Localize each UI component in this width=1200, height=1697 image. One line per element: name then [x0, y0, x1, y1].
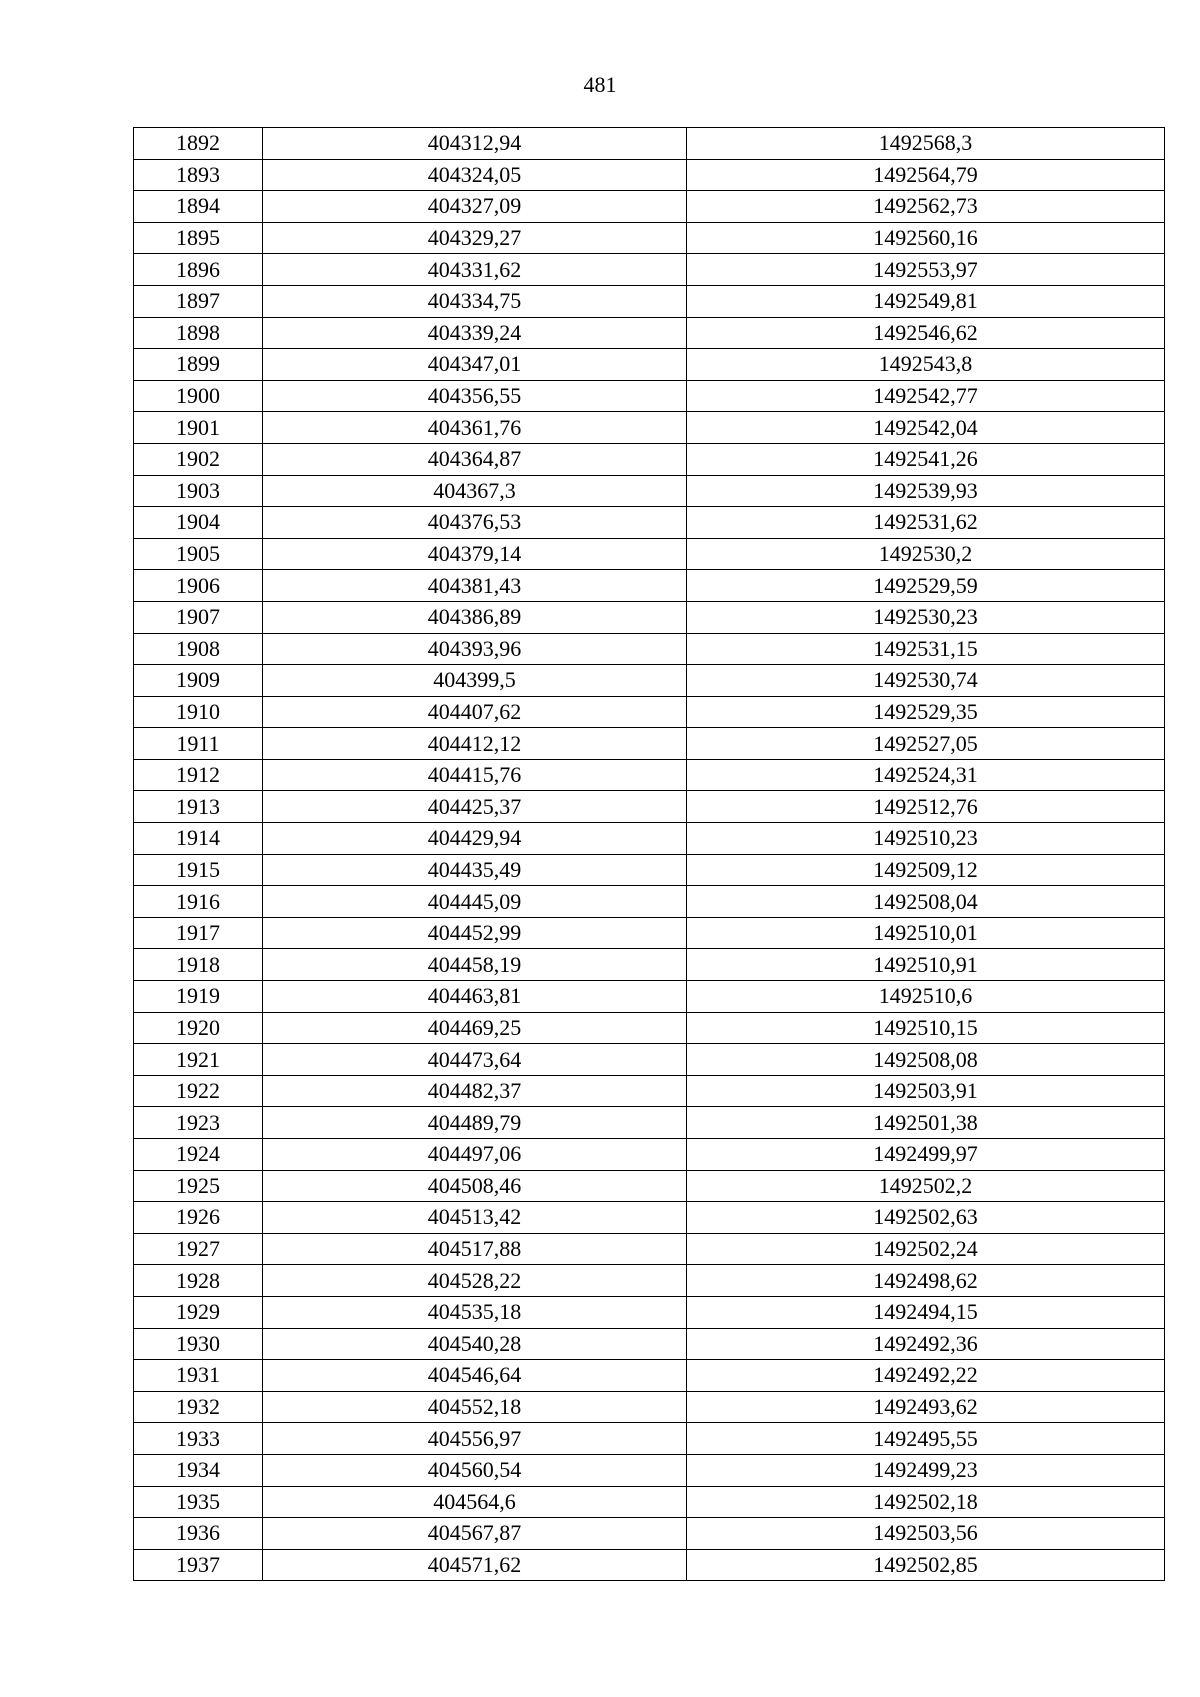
x-coordinate-cell: 404329,27: [263, 222, 687, 254]
point-number-cell: 1931: [134, 1360, 263, 1392]
y-coordinate-cell: 1492493,62: [687, 1391, 1165, 1423]
point-number-cell: 1902: [134, 443, 263, 475]
table-row: [134, 1328, 1165, 1360]
x-coordinate-cell: 404347,01: [263, 349, 687, 381]
y-coordinate-cell: 1492564,79: [687, 159, 1165, 191]
point-number-cell: 1937: [134, 1549, 263, 1581]
table-row: [134, 886, 1165, 918]
table-row: [134, 791, 1165, 823]
table-row: [134, 1139, 1165, 1171]
y-coordinate-cell: 1492499,23: [687, 1454, 1165, 1486]
table-row: [134, 380, 1165, 412]
table-row: [134, 128, 1165, 160]
x-coordinate-cell: 404463,81: [263, 981, 687, 1013]
y-coordinate-cell: 1492503,91: [687, 1075, 1165, 1107]
x-coordinate-cell: 404407,62: [263, 696, 687, 728]
y-coordinate-cell: 1492543,8: [687, 349, 1165, 381]
y-coordinate-cell: 1492527,05: [687, 728, 1165, 760]
table-row: [134, 285, 1165, 317]
table-row: [134, 412, 1165, 444]
y-coordinate-cell: 1492529,59: [687, 570, 1165, 602]
table-row: [134, 349, 1165, 381]
x-coordinate-cell: 404415,76: [263, 759, 687, 791]
y-coordinate-cell: 1492502,63: [687, 1202, 1165, 1234]
table-row: [134, 981, 1165, 1013]
y-coordinate-cell: 1492509,12: [687, 854, 1165, 886]
point-number-cell: 1898: [134, 317, 263, 349]
point-number-cell: 1900: [134, 380, 263, 412]
x-coordinate-cell: 404393,96: [263, 633, 687, 665]
x-coordinate-cell: 404469,25: [263, 1012, 687, 1044]
point-number-cell: 1899: [134, 349, 263, 381]
y-coordinate-cell: 1492510,15: [687, 1012, 1165, 1044]
table-row: [134, 191, 1165, 223]
table-row: [134, 1296, 1165, 1328]
x-coordinate-cell: 404399,5: [263, 665, 687, 697]
point-number-cell: 1909: [134, 665, 263, 697]
point-number-cell: 1912: [134, 759, 263, 791]
point-number-cell: 1913: [134, 791, 263, 823]
point-number-cell: 1936: [134, 1518, 263, 1550]
point-number-cell: 1893: [134, 159, 263, 191]
x-coordinate-cell: 404361,76: [263, 412, 687, 444]
x-coordinate-cell: 404556,97: [263, 1423, 687, 1455]
point-number-cell: 1929: [134, 1296, 263, 1328]
x-coordinate-cell: 404497,06: [263, 1139, 687, 1171]
table-row: [134, 1202, 1165, 1234]
x-coordinate-cell: 404560,54: [263, 1454, 687, 1486]
point-number-cell: 1903: [134, 475, 263, 507]
table-row: [134, 1107, 1165, 1139]
table-row: [134, 1012, 1165, 1044]
y-coordinate-cell: 1492502,24: [687, 1233, 1165, 1265]
table-row: [134, 728, 1165, 760]
y-coordinate-cell: 1492530,74: [687, 665, 1165, 697]
x-coordinate-cell: 404331,62: [263, 254, 687, 286]
x-coordinate-cell: 404535,18: [263, 1296, 687, 1328]
point-number-cell: 1895: [134, 222, 263, 254]
table-row: [134, 1360, 1165, 1392]
y-coordinate-cell: 1492562,73: [687, 191, 1165, 223]
point-number-cell: 1934: [134, 1454, 263, 1486]
table-row: [134, 1423, 1165, 1455]
x-coordinate-cell: 404489,79: [263, 1107, 687, 1139]
x-coordinate-cell: 404386,89: [263, 601, 687, 633]
x-coordinate-cell: 404452,99: [263, 917, 687, 949]
y-coordinate-cell: 1492492,36: [687, 1328, 1165, 1360]
table-row: [134, 1486, 1165, 1518]
table-row: [134, 222, 1165, 254]
table-row: [134, 159, 1165, 191]
point-number-cell: 1908: [134, 633, 263, 665]
y-coordinate-cell: 1492495,55: [687, 1423, 1165, 1455]
y-coordinate-cell: 1492549,81: [687, 285, 1165, 317]
x-coordinate-cell: 404327,09: [263, 191, 687, 223]
x-coordinate-cell: 404429,94: [263, 823, 687, 855]
y-coordinate-cell: 1492508,08: [687, 1044, 1165, 1076]
x-coordinate-cell: 404376,53: [263, 507, 687, 539]
y-coordinate-cell: 1492542,77: [687, 380, 1165, 412]
point-number-cell: 1935: [134, 1486, 263, 1518]
table-row: [134, 1170, 1165, 1202]
x-coordinate-cell: 404425,37: [263, 791, 687, 823]
y-coordinate-cell: 1492560,16: [687, 222, 1165, 254]
y-coordinate-cell: 1492499,97: [687, 1139, 1165, 1171]
point-number-cell: 1922: [134, 1075, 263, 1107]
x-coordinate-cell: 404482,37: [263, 1075, 687, 1107]
table-row: [134, 1518, 1165, 1550]
x-coordinate-cell: 404571,62: [263, 1549, 687, 1581]
y-coordinate-cell: 1492498,62: [687, 1265, 1165, 1297]
table-row: [134, 507, 1165, 539]
y-coordinate-cell: 1492502,18: [687, 1486, 1165, 1518]
point-number-cell: 1904: [134, 507, 263, 539]
point-number-cell: 1920: [134, 1012, 263, 1044]
x-coordinate-cell: 404364,87: [263, 443, 687, 475]
x-coordinate-cell: 404445,09: [263, 886, 687, 918]
point-number-cell: 1918: [134, 949, 263, 981]
point-number-cell: 1897: [134, 285, 263, 317]
point-number-cell: 1924: [134, 1139, 263, 1171]
point-number-cell: 1932: [134, 1391, 263, 1423]
x-coordinate-cell: 404567,87: [263, 1518, 687, 1550]
y-coordinate-cell: 1492510,6: [687, 981, 1165, 1013]
table-row: [134, 475, 1165, 507]
y-coordinate-cell: 1492529,35: [687, 696, 1165, 728]
x-coordinate-cell: 404513,42: [263, 1202, 687, 1234]
x-coordinate-cell: 404381,43: [263, 570, 687, 602]
y-coordinate-cell: 1492502,85: [687, 1549, 1165, 1581]
table-row: [134, 601, 1165, 633]
point-number-cell: 1901: [134, 412, 263, 444]
x-coordinate-cell: 404564,6: [263, 1486, 687, 1518]
point-number-cell: 1927: [134, 1233, 263, 1265]
y-coordinate-cell: 1492568,3: [687, 128, 1165, 160]
point-number-cell: 1930: [134, 1328, 263, 1360]
x-coordinate-cell: 404324,05: [263, 159, 687, 191]
x-coordinate-cell: 404312,94: [263, 128, 687, 160]
x-coordinate-cell: 404517,88: [263, 1233, 687, 1265]
y-coordinate-cell: 1492510,23: [687, 823, 1165, 855]
point-number-cell: 1892: [134, 128, 263, 160]
x-coordinate-cell: 404540,28: [263, 1328, 687, 1360]
y-coordinate-cell: 1492542,04: [687, 412, 1165, 444]
point-number-cell: 1906: [134, 570, 263, 602]
y-coordinate-cell: 1492502,2: [687, 1170, 1165, 1202]
point-number-cell: 1921: [134, 1044, 263, 1076]
y-coordinate-cell: 1492531,62: [687, 507, 1165, 539]
point-number-cell: 1905: [134, 538, 263, 570]
y-coordinate-cell: 1492539,93: [687, 475, 1165, 507]
table-row: [134, 949, 1165, 981]
point-number-cell: 1911: [134, 728, 263, 760]
y-coordinate-cell: 1492553,97: [687, 254, 1165, 286]
point-number-cell: 1925: [134, 1170, 263, 1202]
x-coordinate-cell: 404552,18: [263, 1391, 687, 1423]
point-number-cell: 1896: [134, 254, 263, 286]
point-number-cell: 1917: [134, 917, 263, 949]
point-number-cell: 1928: [134, 1265, 263, 1297]
y-coordinate-cell: 1492531,15: [687, 633, 1165, 665]
table-row: [134, 917, 1165, 949]
point-number-cell: 1926: [134, 1202, 263, 1234]
page-number: 481: [583, 72, 617, 97]
table-row: [134, 1265, 1165, 1297]
y-coordinate-cell: 1492510,01: [687, 917, 1165, 949]
x-coordinate-cell: 404546,64: [263, 1360, 687, 1392]
point-number-cell: 1907: [134, 601, 263, 633]
point-number-cell: 1894: [134, 191, 263, 223]
point-number-cell: 1916: [134, 886, 263, 918]
x-coordinate-cell: 404458,19: [263, 949, 687, 981]
y-coordinate-cell: 1492510,91: [687, 949, 1165, 981]
point-number-cell: 1923: [134, 1107, 263, 1139]
table-row: [134, 1044, 1165, 1076]
x-coordinate-cell: 404356,55: [263, 380, 687, 412]
point-number-cell: 1933: [134, 1423, 263, 1455]
table-row: [134, 823, 1165, 855]
y-coordinate-cell: 1492541,26: [687, 443, 1165, 475]
x-coordinate-cell: 404412,12: [263, 728, 687, 760]
x-coordinate-cell: 404473,64: [263, 1044, 687, 1076]
point-number-cell: 1915: [134, 854, 263, 886]
y-coordinate-cell: 1492546,62: [687, 317, 1165, 349]
table-row: [134, 1454, 1165, 1486]
x-coordinate-cell: 404334,75: [263, 285, 687, 317]
y-coordinate-cell: 1492508,04: [687, 886, 1165, 918]
y-coordinate-cell: 1492524,31: [687, 759, 1165, 791]
table-row: [134, 570, 1165, 602]
x-coordinate-cell: 404379,14: [263, 538, 687, 570]
table-row: [134, 1075, 1165, 1107]
table-row: [134, 1391, 1165, 1423]
x-coordinate-cell: 404508,46: [263, 1170, 687, 1202]
table-row: [134, 538, 1165, 570]
y-coordinate-cell: 1492492,22: [687, 1360, 1165, 1392]
point-number-cell: 1919: [134, 981, 263, 1013]
x-coordinate-cell: 404367,3: [263, 475, 687, 507]
x-coordinate-cell: 404435,49: [263, 854, 687, 886]
table-row: [134, 1233, 1165, 1265]
table-row: [134, 854, 1165, 886]
point-number-cell: 1914: [134, 823, 263, 855]
y-coordinate-cell: 1492530,23: [687, 601, 1165, 633]
table-body: [134, 128, 1165, 1581]
y-coordinate-cell: 1492530,2: [687, 538, 1165, 570]
y-coordinate-cell: 1492512,76: [687, 791, 1165, 823]
coordinates-table: [133, 127, 1165, 1581]
table-row: [134, 665, 1165, 697]
table-row: [134, 317, 1165, 349]
table-row: [134, 759, 1165, 791]
table-row: [134, 633, 1165, 665]
table-row: [134, 443, 1165, 475]
point-number-cell: 1910: [134, 696, 263, 728]
table-row: [134, 254, 1165, 286]
table-row: [134, 1549, 1165, 1581]
table-row: [134, 696, 1165, 728]
x-coordinate-cell: 404339,24: [263, 317, 687, 349]
y-coordinate-cell: 1492494,15: [687, 1296, 1165, 1328]
y-coordinate-cell: 1492503,56: [687, 1518, 1165, 1550]
y-coordinate-cell: 1492501,38: [687, 1107, 1165, 1139]
x-coordinate-cell: 404528,22: [263, 1265, 687, 1297]
